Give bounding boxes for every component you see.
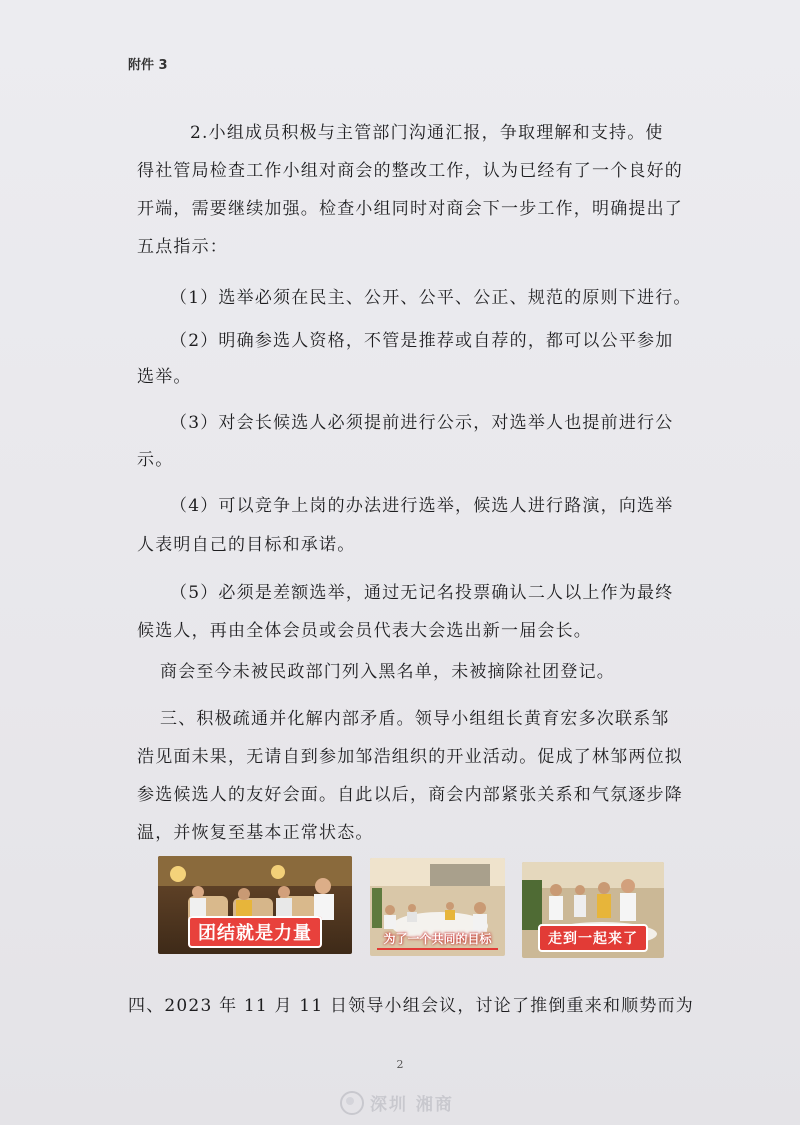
body-line: 候选人，再由全体会员或会员代表大会选出新一届会长。 [137, 621, 592, 641]
photo-caption: 走到一起来了 [538, 924, 648, 952]
body-line: 温，并恢复至基本正常状态。 [137, 823, 374, 843]
body-line: （2）明确参选人资格，不管是推荐或自荐的，都可以公平参加 [170, 331, 674, 351]
body-line: （4）可以竞争上岗的办法进行选举，候选人进行路演，向选举 [170, 496, 674, 516]
body-line: 选举。 [137, 367, 192, 387]
body-line: 2.小组成员积极与主管部门沟通汇报，争取理解和支持。使 [190, 123, 664, 143]
body-line: 三、积极疏通并化解内部矛盾。领导小组组长黄育宏多次联系邹 [160, 709, 670, 729]
body-line: 得社管局检查工作小组对商会的整改工作，认为已经有了一个良好的 [137, 161, 683, 181]
body-line: （3）对会长候选人必须提前进行公示，对选举人也提前进行公 [170, 413, 674, 433]
body-line: 人表明自己的目标和承诺。 [137, 535, 356, 555]
page-number: 2 [396, 1058, 404, 1071]
watermark-text: 深圳 湘商 [370, 1095, 454, 1115]
annex-label: 附件 3 [128, 58, 168, 73]
photo-caption: 团结就是力量 [188, 916, 322, 948]
body-line: 浩见面未果，无请自到参加邹浩组织的开业活动。促成了林邹两位拟 [137, 747, 683, 767]
body-line: 开端，需要继续加强。检查小组同时对商会下一步工作，明确提出了 [137, 199, 683, 219]
body-line: （1）选举必须在民主、公开、公平、公正、规范的原则下进行。 [170, 288, 692, 308]
meeting-photo-1 [158, 856, 352, 954]
meeting-photo-3 [522, 862, 664, 958]
body-line: 五点指示： [137, 237, 228, 257]
watermark-logo-icon [340, 1091, 364, 1115]
body-line: （5）必须是差额选举，通过无记名投票确认二人以上作为最终 [170, 583, 674, 603]
meeting-photo-2 [370, 858, 505, 956]
watermark [340, 1090, 454, 1115]
body-line: 商会至今未被民政部门列入黑名单，未被摘除社团登记。 [160, 662, 615, 682]
body-line: 四、2023 年 11 月 11 日领导小组会议，讨论了推倒重来和顺势而为 [128, 996, 694, 1016]
body-line: 参选候选人的友好会面。自此以后，商会内部紧张关系和气氛逐步降 [137, 785, 683, 805]
photo-caption: 为了一个共同的目标 [377, 929, 497, 950]
body-line: 示。 [137, 450, 174, 470]
